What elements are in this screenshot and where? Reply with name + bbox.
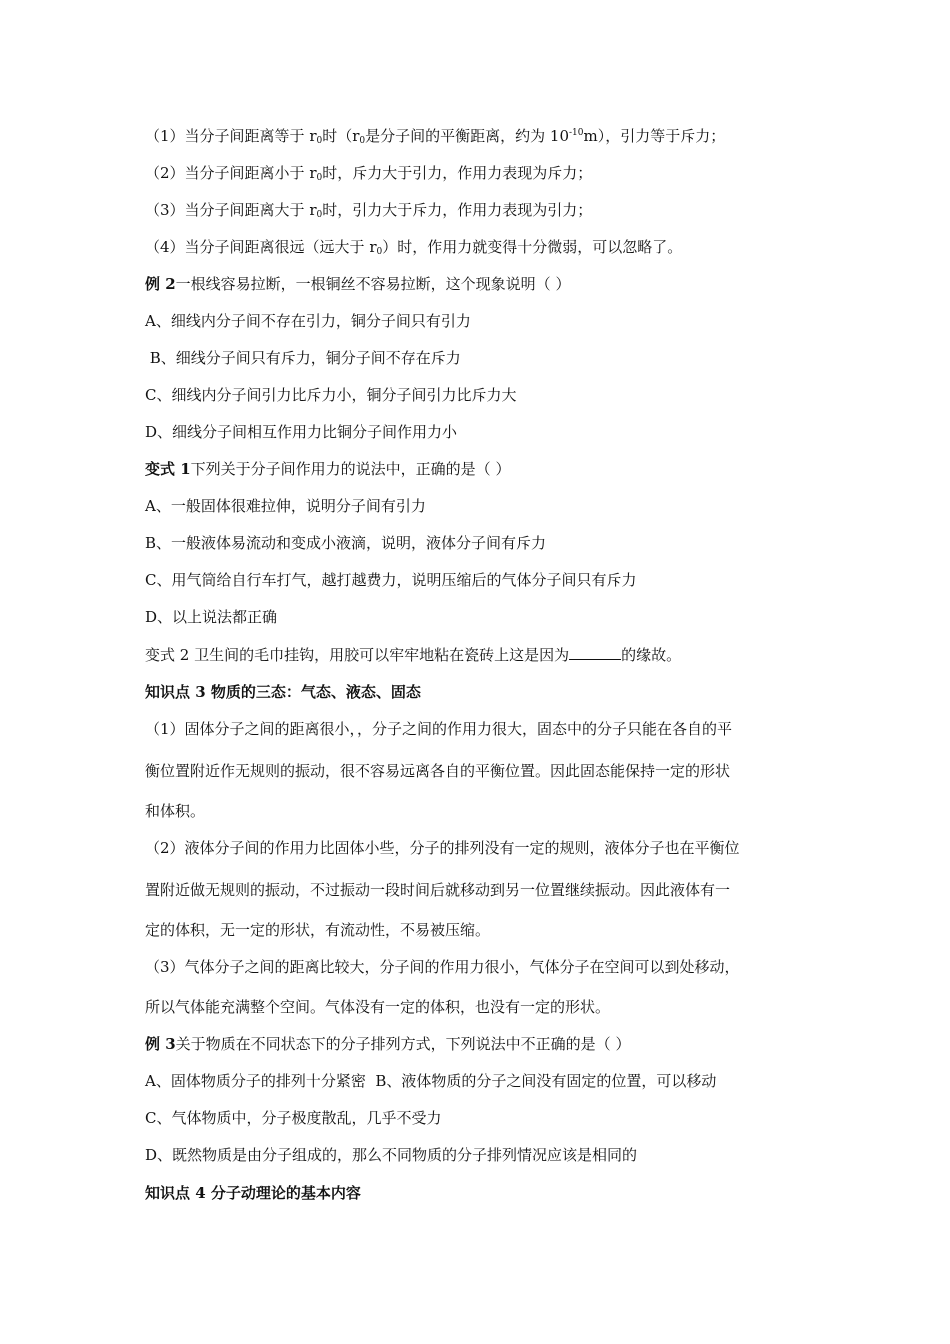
example-3-label: 例 3 <box>145 1035 176 1053</box>
kp3-liquid-line-1: （2）液体分子间的作用力比固体小些，分子的排列没有一定的规则，液体分子也在平衡位 <box>145 839 740 857</box>
r0-subscript: 0 <box>316 136 323 146</box>
example-2-question: 一根线容易拉断，一根铜丝不容易拉断，这个现象说明（ ） <box>175 275 571 293</box>
variant-1-option-d: D、以上说法都正确 <box>145 608 278 626</box>
r0-subscript: 0 <box>316 210 323 220</box>
example-3-stem <box>145 1034 630 1054</box>
example-3-option-c: C、气体物质中，分子极度散乱，几乎不受力 <box>145 1109 442 1127</box>
answer-blank[interactable] <box>569 645 621 660</box>
kp3-solid-line-2: 衡位置附近作无规则的振动，很不容易远离各自的平衡位置。因此固态能保持一定的形状 <box>145 762 731 780</box>
r0-subscript: 0 <box>359 136 366 146</box>
exponent-superscript: -10 <box>568 128 584 138</box>
rule-4-text: （4）当分子间距离很远（远大于 r <box>145 238 377 256</box>
rule-3 <box>145 200 592 220</box>
example-2-option-b: B、细线分子间只有斥力，铜分子间不存在斥力 <box>145 349 461 367</box>
knowledge-point-4-heading: 知识点 4 分子动理论的基本内容 <box>145 1184 361 1202</box>
rule-1 <box>145 126 725 146</box>
example-2-option-d: D、细线分子间相互作用力比铜分子间作用力小 <box>145 423 458 441</box>
variant-1-option-b: B、一般液体易流动和变成小液滴，说明，液体分子间有斥力 <box>145 534 547 552</box>
variant-2-text: 变式 2 卫生间的毛巾挂钩，用胶可以牢牢地粘在瓷砖上这是因为 <box>145 646 570 664</box>
rule-4-text-2: ）时，作用力就变得十分微弱，可以忽略了。 <box>382 238 683 256</box>
kp3-liquid-line-2: 置附近做无规则的振动，不过振动一段时间后就移动到另一位置继续振动。因此液体有一 <box>145 881 731 899</box>
rule-1-text-4: m），引力等于斥力； <box>583 127 726 145</box>
variant-1-option-a: A、一般固体很难拉伸，说明分子间有引力 <box>145 497 426 515</box>
rule-1-text: （1）当分子间距离等于 r <box>145 127 317 145</box>
example-3-option-ab: A、固体物质分子的排列十分紧密 B、液体物质的分子之间没有固定的位置，可以移动 <box>145 1072 717 1090</box>
variant-1-question: 下列关于分子间作用力的说法中，正确的是（ ） <box>190 460 511 478</box>
rule-4 <box>145 237 682 257</box>
variant-1-label: 变式 1 <box>145 460 191 478</box>
kp3-solid-line-1: （1）固体分子之间的距离很小，，分子之间的作用力很大，固态中的分子只能在各自的平 <box>145 720 733 738</box>
variant-1-stem <box>145 459 510 479</box>
rule-2-text-2: 时，斥力大于引力，作用力表现为斥力； <box>322 164 593 182</box>
r0-subscript: 0 <box>376 247 383 257</box>
variant-2-question <box>145 645 681 665</box>
example-2-stem <box>145 274 570 294</box>
rule-2-text: （2）当分子间距离小于 r <box>145 164 317 182</box>
rule-3-text-2: 时，引力大于斥力，作用力表现为引力； <box>322 201 593 219</box>
kp3-gas-line-2: 所以气体能充满整个空间。气体没有一定的体积，也没有一定的形状。 <box>145 998 611 1016</box>
knowledge-point-3-heading: 知识点 3 物质的三态：气态、液态、固态 <box>145 683 421 701</box>
example-2-label: 例 2 <box>145 275 176 293</box>
example-2-option-c: C、细线内分子间引力比斥力小，铜分子间引力比斥力大 <box>145 386 517 404</box>
kp3-solid-line-3: 和体积。 <box>145 802 206 820</box>
rule-1-text-2: 时（r <box>322 127 360 145</box>
kp3-liquid-line-3: 定的体积，无一定的形状，有流动性，不易被压缩。 <box>145 921 491 939</box>
kp3-gas-line-1: （3）气体分子之间的距离比较大，分子间的作用力很小，气体分子在空间可以到处移动， <box>145 958 740 976</box>
example-3-option-d: D、既然物质是由分子组成的，那么不同物质的分子排列情况应该是相同的 <box>145 1146 638 1164</box>
rule-3-text: （3）当分子间距离大于 r <box>145 201 317 219</box>
variant-1-option-c: C、用气筒给自行车打气，越打越费力，说明压缩后的气体分子间只有斥力 <box>145 571 637 589</box>
example-3-question: 关于物质在不同状态下的分子排列方式，下列说法中不正确的是（ ） <box>175 1035 631 1053</box>
variant-2-text-2: 的缘故。 <box>621 646 682 664</box>
rule-1-text-3: 是分子间的平衡距离，约为 10 <box>365 127 569 145</box>
example-2-option-a: A、细线内分子间不存在引力，铜分子间只有引力 <box>145 312 471 330</box>
r0-subscript: 0 <box>316 173 323 183</box>
rule-2 <box>145 163 592 183</box>
